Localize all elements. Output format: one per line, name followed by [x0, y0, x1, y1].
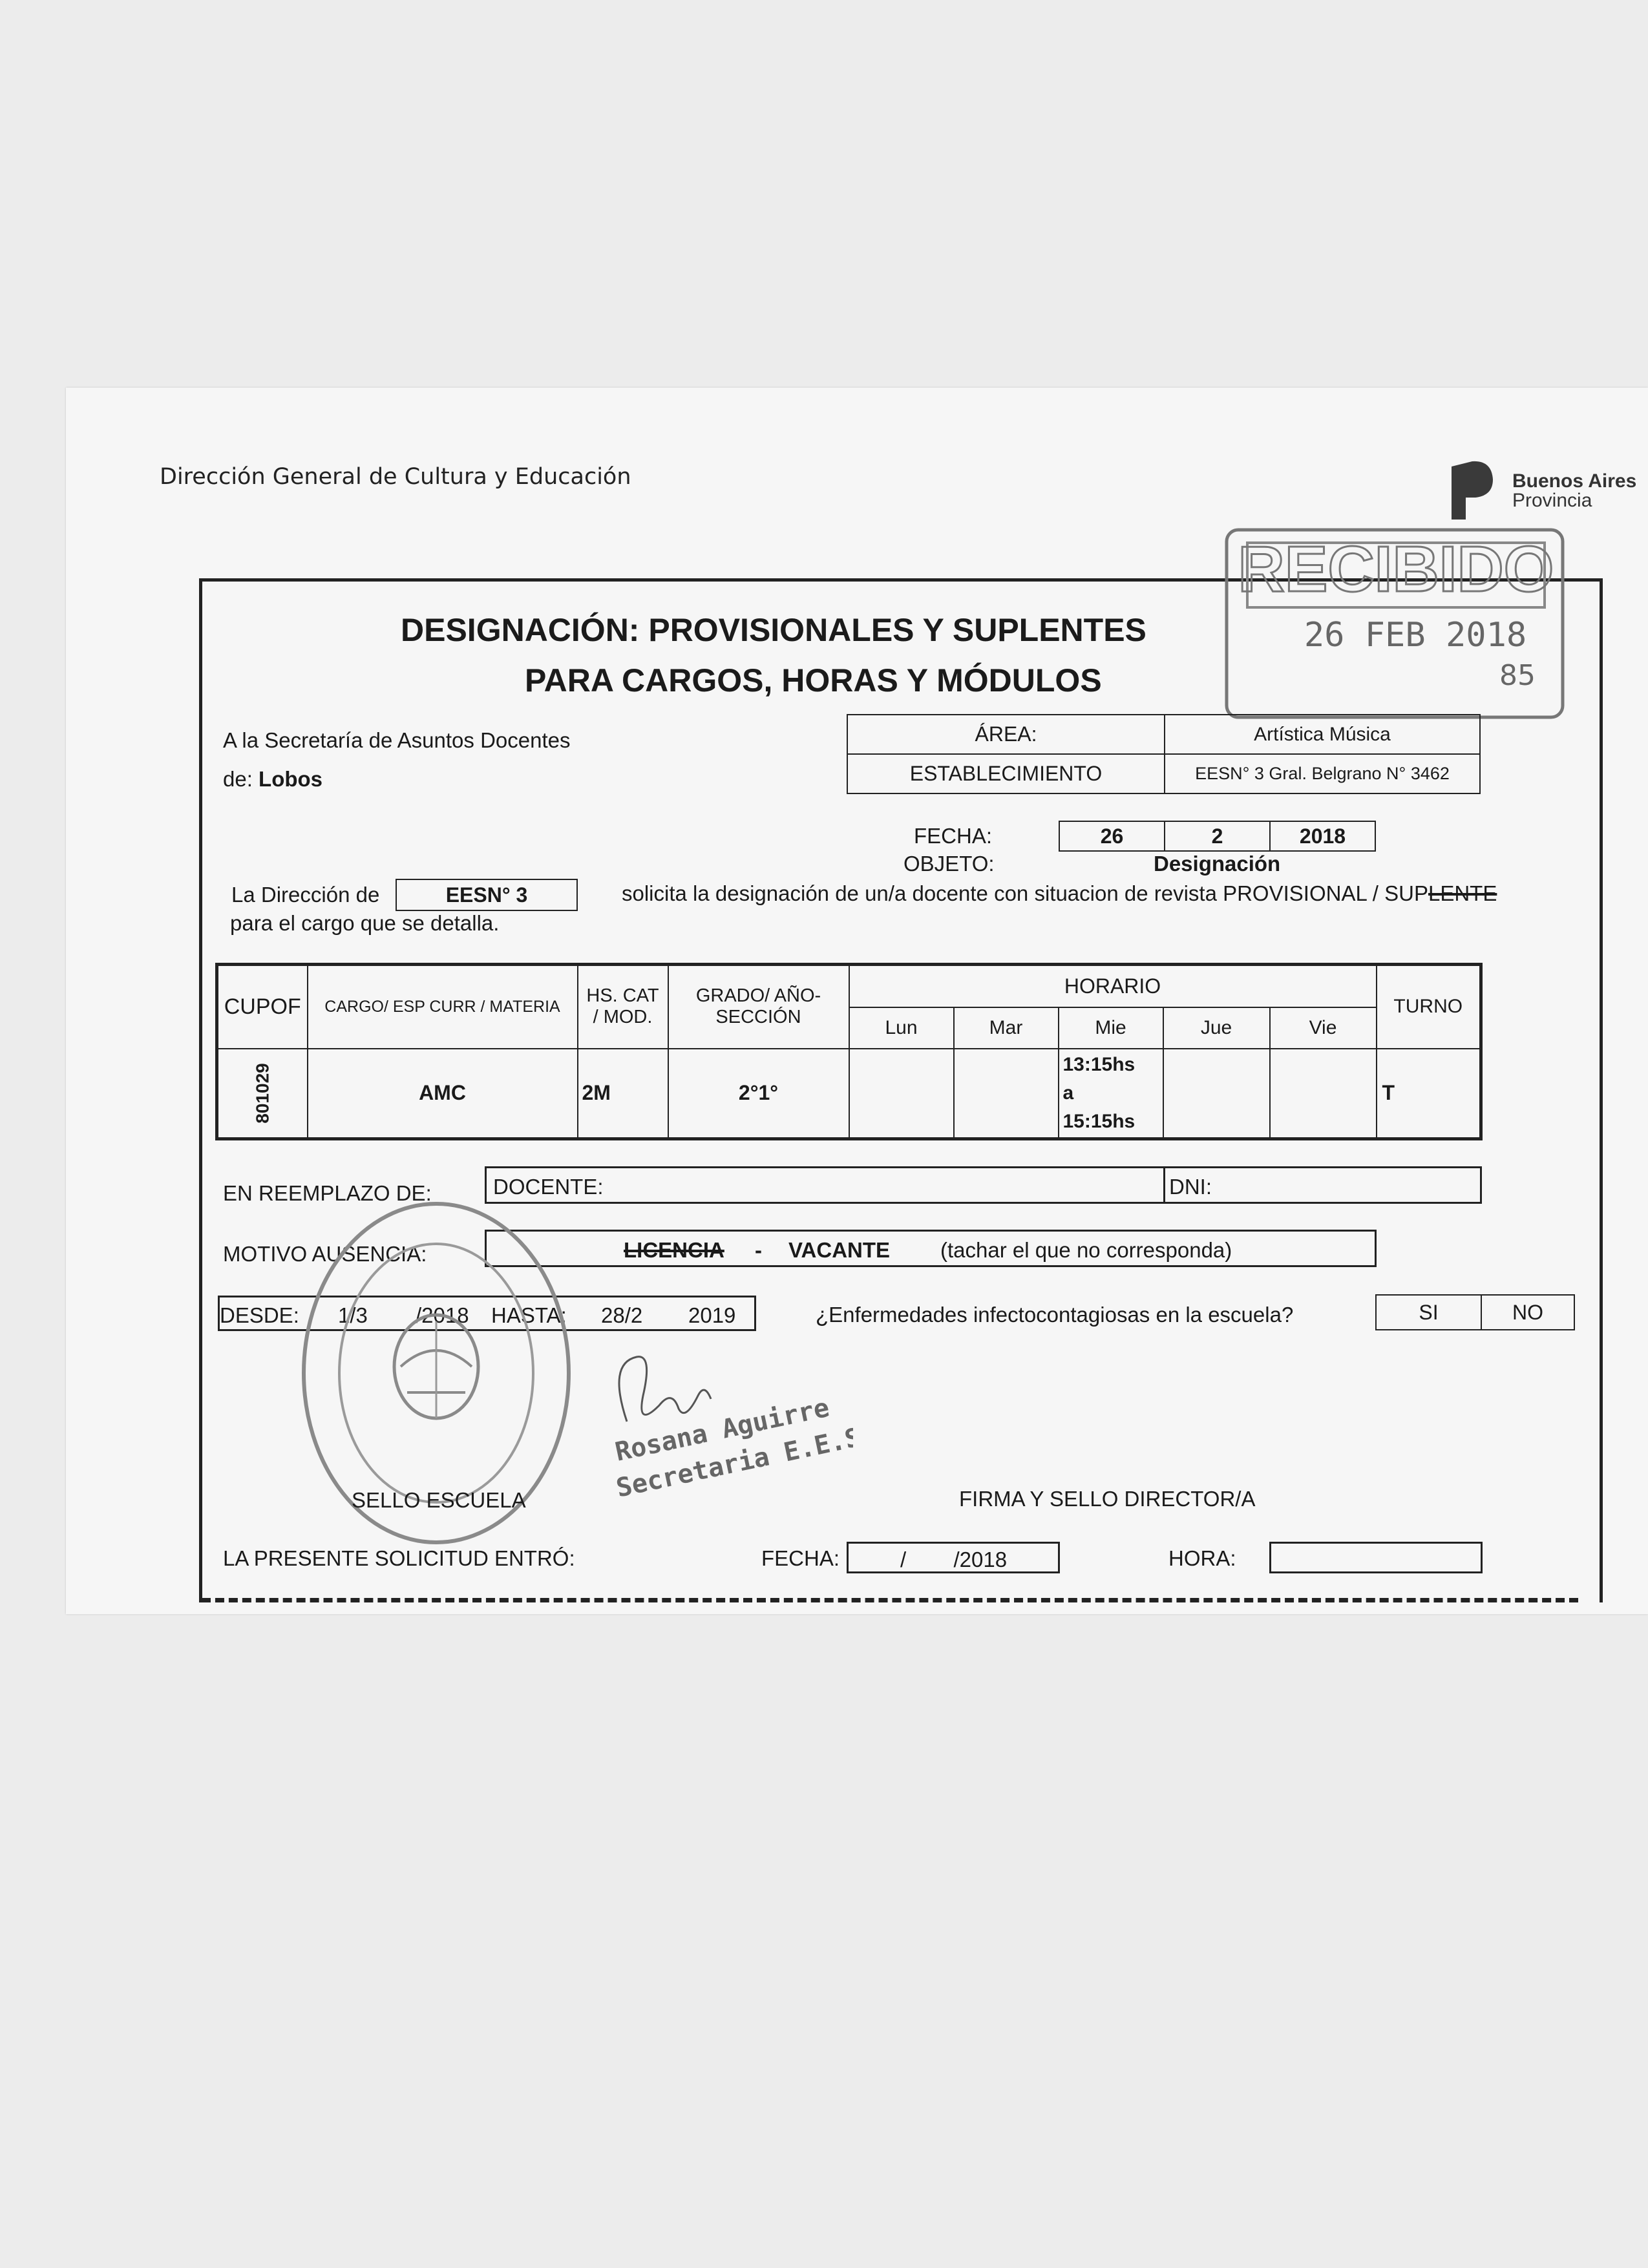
enfermedades-no-option[interactable]: NO — [1481, 1294, 1575, 1330]
establishment-label-cell: ESTABLECIMIENTO — [847, 753, 1165, 794]
lun-cell[interactable] — [849, 1049, 954, 1139]
fecha-label: FECHA: — [914, 824, 993, 848]
enfermedades-question: ¿Enfermedades infectocontagiosas en la escuela? — [816, 1303, 1294, 1327]
desde-label: DESDE: — [220, 1303, 299, 1327]
stamp-date: 26 FEB 2018 — [1304, 616, 1527, 655]
cupof-value: 801029 — [252, 1063, 273, 1124]
motivo-dash: - — [755, 1238, 762, 1262]
fecha-month-field[interactable]: 2 — [1164, 821, 1271, 852]
organization-name: Dirección General de Cultura y Educación — [160, 464, 631, 490]
fecha-year-field[interactable]: 2018 — [1269, 821, 1376, 852]
motivo-vacante: VACANTE — [788, 1238, 891, 1262]
mar-cell[interactable] — [954, 1049, 1059, 1139]
received-stamp — [1221, 510, 1574, 724]
header-day-mie: Mie — [1059, 1007, 1163, 1049]
logo-text-line2: Provincia — [1512, 490, 1592, 511]
header-hs: HS. CAT / MOD. — [578, 965, 668, 1049]
motivo-note: (tachar el que no corresponda) — [940, 1238, 1232, 1262]
desde-value: 1/3 — [338, 1303, 368, 1327]
direccion-school-field[interactable]: EESN° 3 — [396, 879, 578, 911]
establishment-value-cell[interactable]: EESN° 3 Gral. Belgrano N° 3462 — [1164, 753, 1481, 794]
stamp-note: 85 — [1499, 659, 1536, 692]
area-label-cell: ÁREA: — [847, 714, 1165, 755]
stamp-word: RECIBIDO — [1238, 533, 1554, 605]
cargo-cell[interactable]: AMC — [308, 1049, 578, 1139]
header-day-lun: Lun — [849, 1007, 954, 1049]
form-title-line2: PARA CARGOS, HORAS Y MÓDULOS — [525, 662, 1102, 698]
grado-cell[interactable]: 2°1° — [668, 1049, 849, 1139]
hasta-value: 28/2 — [601, 1303, 643, 1327]
sello-escuela-label: SELLO ESCUELA — [352, 1488, 526, 1512]
area-value-cell[interactable]: Artística Música — [1164, 714, 1481, 755]
motivo-field[interactable] — [485, 1230, 1377, 1267]
logo-text-line1: Buenos Aires — [1512, 470, 1637, 492]
dni-field[interactable]: DNI: — [1163, 1166, 1482, 1204]
footer-fecha-label: FECHA: — [761, 1546, 840, 1570]
enfermedades-si-option[interactable]: SI — [1375, 1294, 1482, 1330]
solicitud-entro-label: LA PRESENTE SOLICITUD ENTRÓ: — [223, 1546, 575, 1570]
desde-year: /2018 — [416, 1303, 469, 1327]
table-row — [217, 1049, 1481, 1139]
reemplazo-label: EN REEMPLAZO DE: — [223, 1181, 432, 1205]
cut-line — [202, 1598, 1578, 1602]
addressee-line1: A la Secretaría de Asuntos Docentes — [223, 728, 571, 752]
hs-cell[interactable]: 2M — [578, 1049, 668, 1139]
direccion-line2: para el cargo que se detalla. — [230, 911, 500, 935]
docente-field[interactable]: DOCENTE: — [485, 1166, 1165, 1204]
form-title-line1: DESIGNACIÓN: PROVISIONALES Y SUPLENTES — [401, 612, 1146, 648]
motivo-licencia: LICENCIA — [624, 1238, 724, 1262]
turno-cell[interactable]: T — [1377, 1049, 1481, 1139]
footer-hora-field[interactable] — [1269, 1542, 1483, 1573]
header-cupof: CUPOF — [217, 965, 308, 1049]
signer-title-stamp: Secretaria E.E.S. — [613, 1419, 853, 1499]
designation-table — [215, 963, 1483, 1140]
objeto-value: Designación — [1154, 852, 1281, 876]
signer-name-stamp: Rosana Aguirre — [612, 1392, 832, 1467]
header-grado: GRADO/ AÑO- SECCIÓN — [668, 965, 849, 1049]
vie-cell[interactable] — [1270, 1049, 1377, 1139]
direccion-request-text: solicita la designación de un/a docente con situacion de revista PROVISIONAL / SUPLENTE — [622, 881, 1497, 905]
fecha-day-field[interactable]: 26 — [1059, 821, 1165, 852]
mie-cell[interactable]: 13:15hs a 15:15hs — [1059, 1049, 1163, 1139]
header-turno: TURNO — [1377, 965, 1481, 1049]
header-cargo: CARGO/ ESP CURR / MATERIA — [308, 965, 578, 1049]
jue-cell[interactable] — [1163, 1049, 1270, 1139]
header-day-vie: Vie — [1270, 1007, 1377, 1049]
header-day-jue: Jue — [1163, 1007, 1270, 1049]
header-day-mar: Mar — [954, 1007, 1059, 1049]
header-horario: HORARIO — [849, 965, 1377, 1007]
hasta-label: HASTA: — [491, 1303, 567, 1327]
signature-area — [582, 1344, 853, 1499]
motivo-label: MOTIVO AUSENCIA: — [223, 1242, 427, 1266]
direccion-prefix: La Dirección de — [231, 883, 380, 907]
cupof-cell[interactable] — [217, 1049, 308, 1139]
addressee-line2 — [223, 767, 322, 792]
addressee-prefix: de: — [223, 767, 253, 791]
objeto-label: OBJETO: — [903, 852, 995, 876]
struck-text: LENTE — [1428, 881, 1497, 905]
firma-director-label: FIRMA Y SELLO DIRECTOR/A — [959, 1487, 1256, 1511]
hasta-year: 2019 — [688, 1303, 736, 1327]
footer-fecha-field[interactable]: / /2018 — [847, 1542, 1060, 1573]
addressee-district: Lobos — [259, 767, 323, 791]
footer-hora-label: HORA: — [1168, 1546, 1236, 1570]
